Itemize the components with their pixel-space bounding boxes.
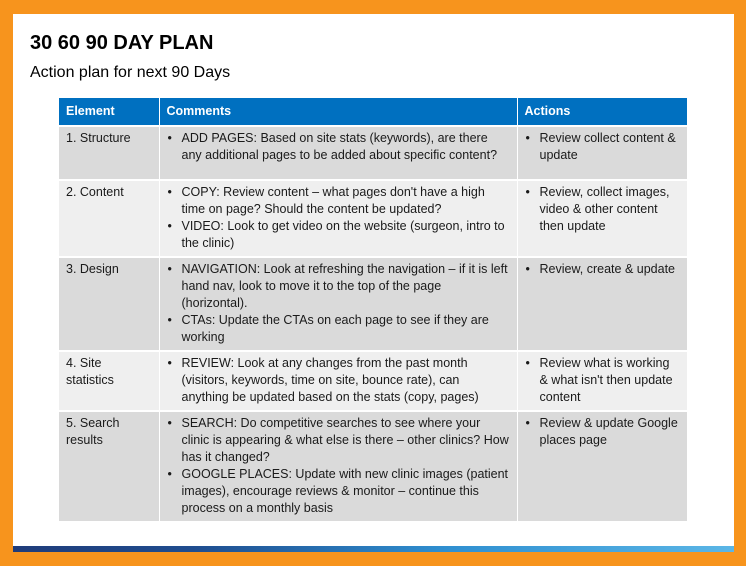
slide	[13, 14, 734, 552]
column-header-element: Element	[59, 98, 159, 126]
table-row	[59, 180, 687, 257]
comment-item: • NAVIGATION: Look at refreshing the navigation – if it is left hand nav, look to move it to the top of the page (horizontal).	[167, 261, 510, 312]
action-item: • Review, create & update	[525, 261, 680, 278]
element-cell: 5. Search results	[59, 411, 159, 521]
table-row	[59, 257, 687, 351]
comment-item: • VIDEO: Look to get video on the website (surgeon, intro to the clinic)	[167, 218, 510, 252]
action-item: • Review, collect images, video & other content then update	[525, 184, 680, 235]
page-title: 30 60 90 DAY PLAN	[30, 32, 214, 54]
plan-table	[59, 98, 688, 521]
element-cell: 2. Content	[59, 180, 159, 257]
comments-cell	[159, 180, 517, 257]
table-row	[59, 411, 687, 521]
actions-cell	[517, 351, 687, 411]
action-item: • Review & update Google places page	[525, 415, 680, 449]
action-item: • Review collect content & update	[525, 130, 680, 164]
comment-item: • REVIEW: Look at any changes from the past month (visitors, keywords, time on site, bounce rate), can anything be updated based on the stats (copy, pages)	[167, 355, 510, 406]
element-cell: 1. Structure	[59, 126, 159, 180]
actions-cell	[517, 180, 687, 257]
table-header-row	[59, 98, 687, 126]
comments-cell	[159, 257, 517, 351]
table-row	[59, 126, 687, 180]
comment-item: • ADD PAGES: Based on site stats (keywords), are there any additional pages to be added about specific content?	[167, 130, 510, 164]
bottom-accent-bar	[13, 546, 734, 552]
comments-cell	[159, 126, 517, 180]
comments-cell	[159, 411, 517, 521]
element-cell: 3. Design	[59, 257, 159, 351]
element-cell: 4. Site statistics	[59, 351, 159, 411]
comments-cell	[159, 351, 517, 411]
page-subtitle: Action plan for next 90 Days	[30, 64, 231, 81]
column-header-comments: Comments	[159, 98, 517, 126]
comment-item: • CTAs: Update the CTAs on each page to see if they are working	[167, 312, 510, 346]
comment-item: • GOOGLE PLACES: Update with new clinic images (patient images), encourage reviews & monitor – continue this process on a monthly basis	[167, 466, 510, 517]
column-header-actions: Actions	[517, 98, 687, 126]
comment-item: • SEARCH: Do competitive searches to see where your clinic is appearing & what else is there – other clinics? How has it changed?	[167, 415, 510, 466]
table-row	[59, 351, 687, 411]
comment-item: • COPY: Review content – what pages don't have a high time on page? Should the content be updated?	[167, 184, 510, 218]
action-item: • Review what is working & what isn't then update content	[525, 355, 680, 406]
actions-cell	[517, 411, 687, 521]
actions-cell	[517, 126, 687, 180]
actions-cell	[517, 257, 687, 351]
